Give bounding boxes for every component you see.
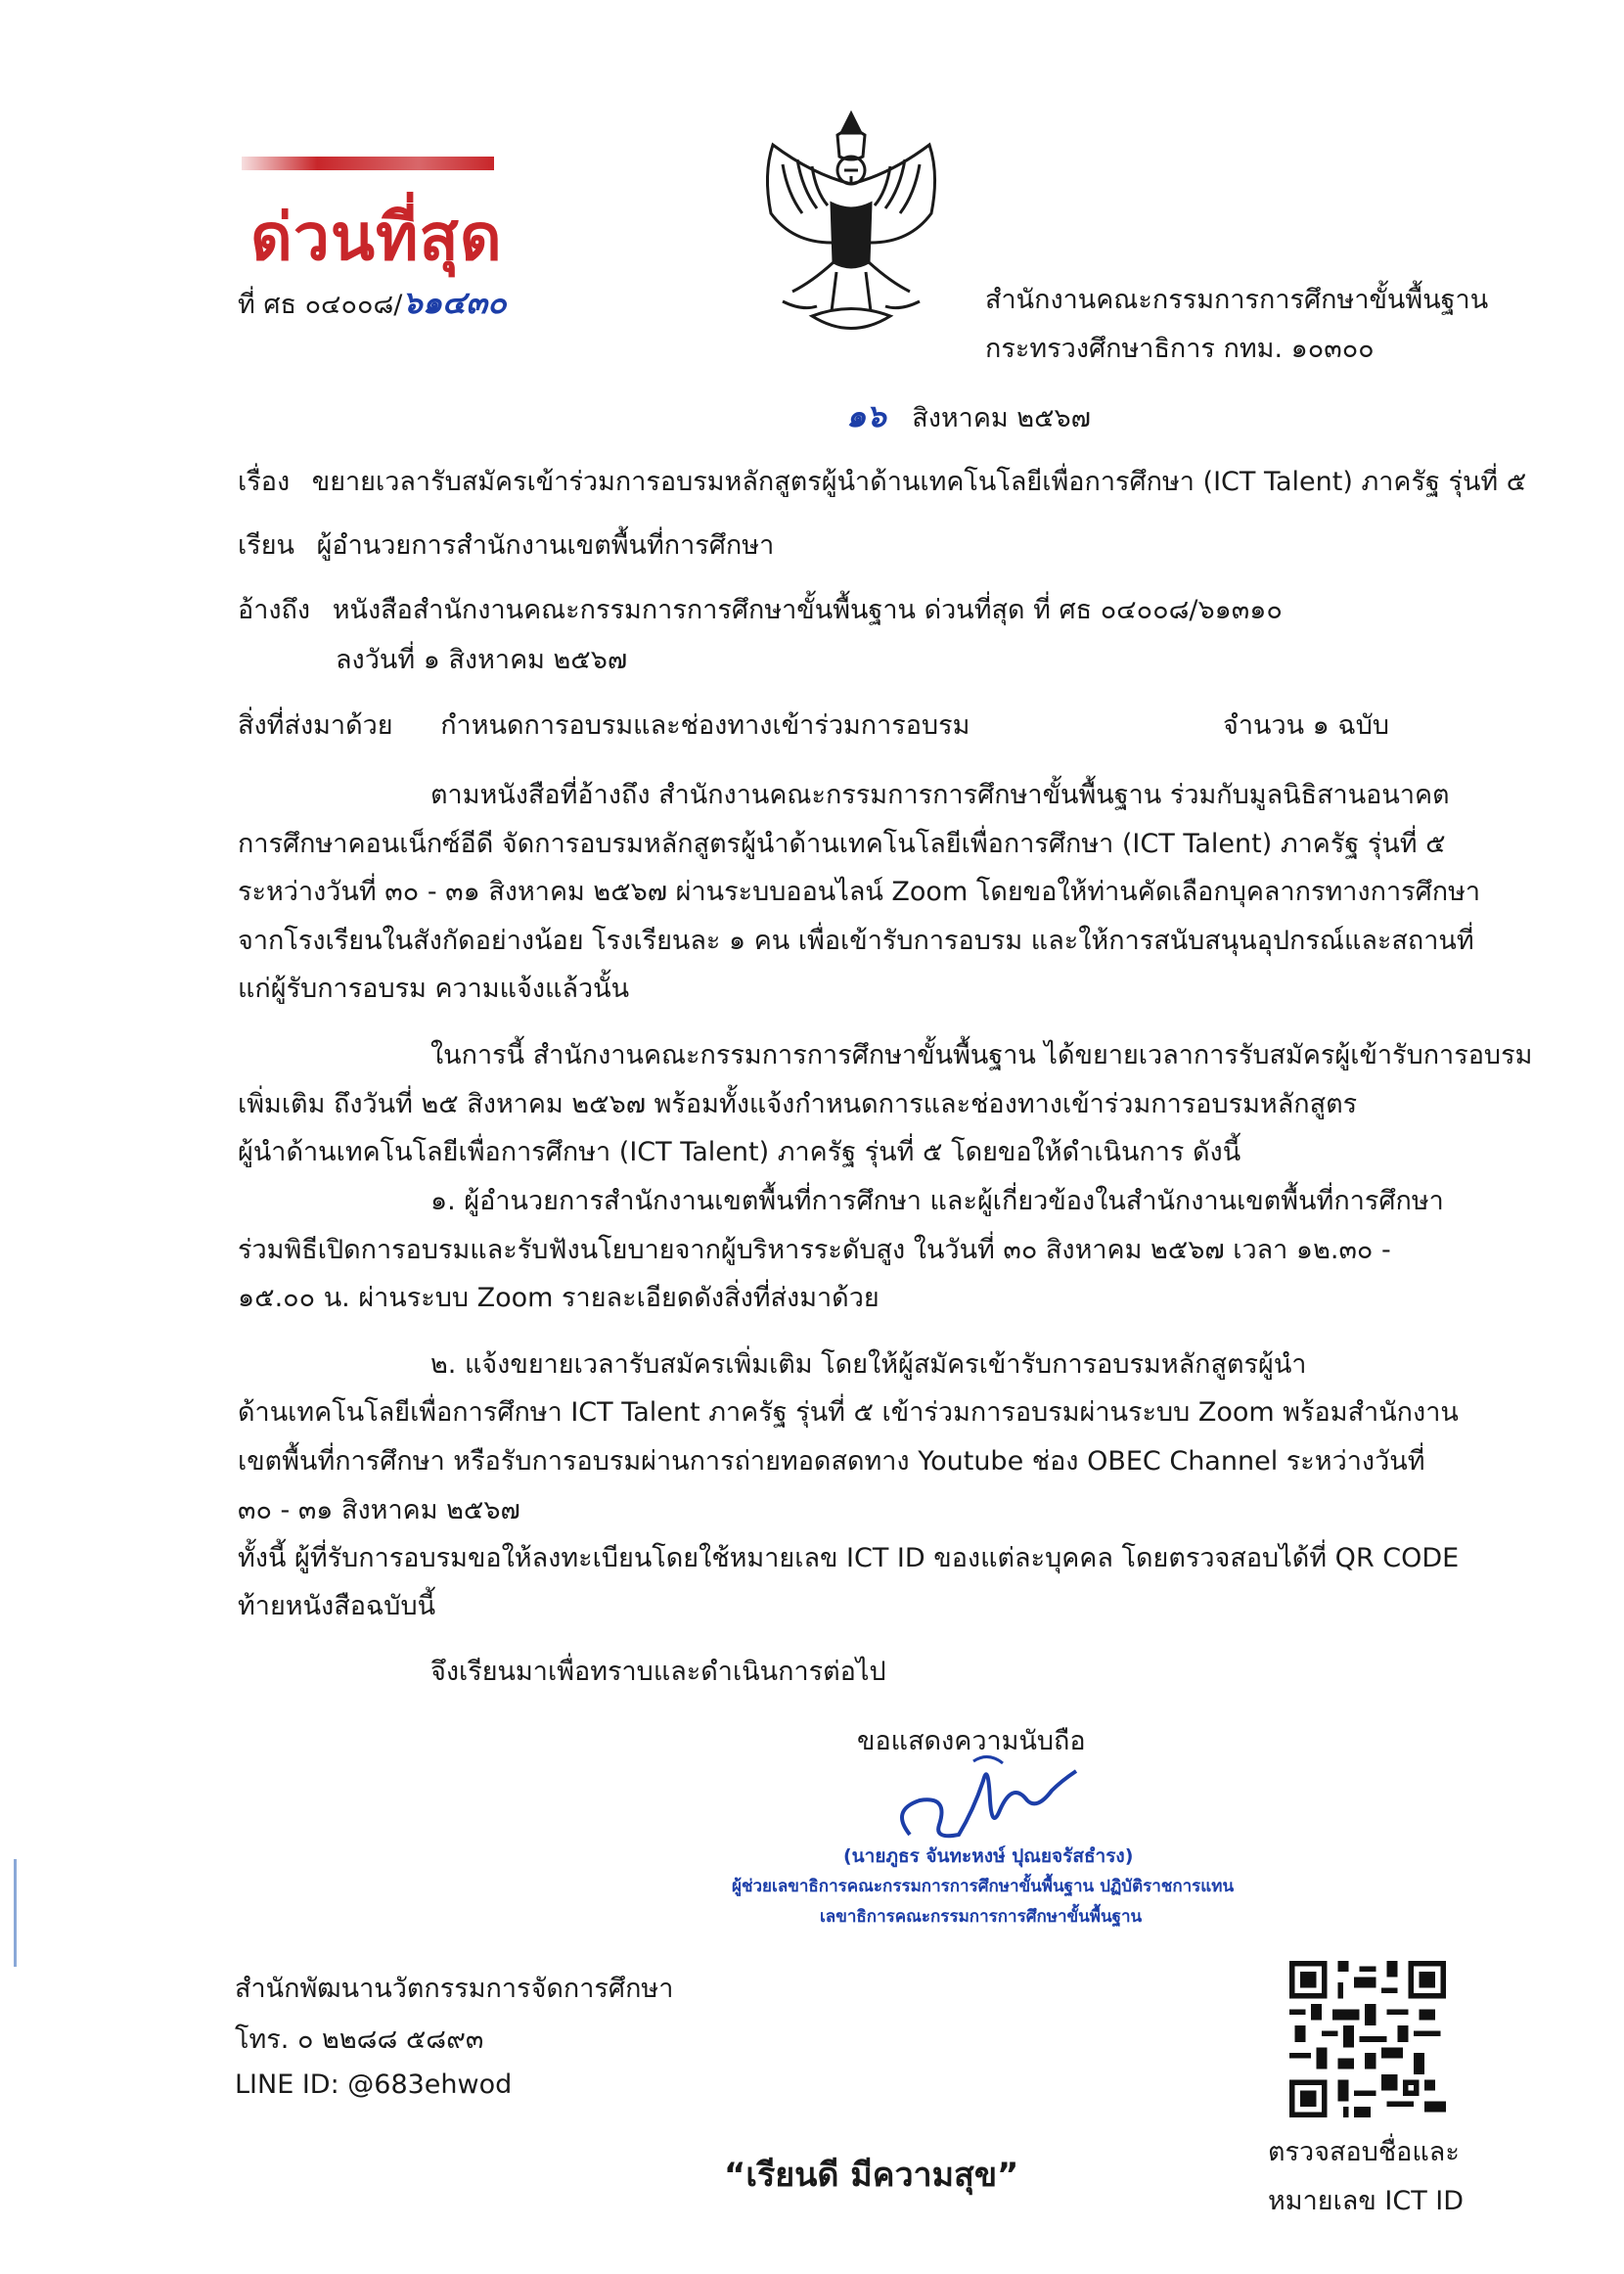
item-2-line-3: เขตพื้นที่การศึกษา หรือรับการอบรมผ่านการถ่ายทอดสดทาง Youtube ช่อง OBEC Channel ระหว่างวันที่ xyxy=(238,1446,1425,1477)
signer-title-2: เลขาธิการคณะกรรมการการศึกษาขั้นพื้นฐาน xyxy=(820,1907,1143,1927)
subject-text: ขยายเวลารับสมัครเข้าร่วมการอบรมหลักสูตรผู้นำด้านเทคโนโลยีเพื่อการศึกษา (ICT Talent) ภาครัฐ รุ่นที่ ๕ xyxy=(311,467,1527,497)
issuing-organization: สำนักงานคณะกรรมการการศึกษาขั้นพื้นฐาน xyxy=(985,285,1489,315)
enclosure-label: สิ่งที่ส่งมาด้วย xyxy=(238,710,393,741)
signer-name: (นายภูธร จันทะหงษ์ ปุณยจรัสธำรง) xyxy=(843,1845,1134,1867)
motto: “เรียนดี มีความสุข” xyxy=(724,2156,1019,2195)
footer-office: สำนักพัฒนานวัตกรรมการจัดการศึกษา xyxy=(235,1974,674,2004)
item-2-line-1: ๒. แจ้งขยายเวลารับสมัครเพิ่มเติม โดยให้ผู้สมัครเข้ารับการอบรมหลักสูตรผู้นำ xyxy=(430,1349,1307,1380)
garuda-emblem-icon xyxy=(744,106,959,345)
item-1-line-2: ร่วมพิธีเปิดการอบรมและรับฟังนโยบายจากผู้บริหารระดับสูง ในวันที่ ๓๐ สิงหาคม ๒๕๖๗ เวลา ๑๒.๓๐ - xyxy=(238,1235,1391,1265)
recipient-label: เรียน xyxy=(238,530,295,561)
enclosure-text: กำหนดการอบรมและช่องทางเข้าร่วมการอบรม xyxy=(440,710,970,741)
paragraph-1-line-3: ระหว่างวันที่ ๓๐ - ๓๑ สิงหาคม ๒๕๖๗ ผ่านระบบออนไลน์ Zoom โดยขอให้ท่านคัดเลือกบุคลากรทางการศึกษา xyxy=(238,877,1481,907)
salutation: ขอแสดงความนับถือ xyxy=(857,1726,1086,1756)
enclosure-count: จำนวน ๑ ฉบับ xyxy=(1223,710,1390,741)
subject-line xyxy=(238,460,1526,502)
date-day-handwritten: ๑๖ xyxy=(846,397,886,434)
qr-caption-line-1: ตรวจสอบชื่อและ xyxy=(1268,2137,1460,2167)
footer-line-id: LINE ID: @683ehwod xyxy=(235,2069,513,2100)
qr-caption-line-2: หมายเลข ICT ID xyxy=(1268,2186,1465,2216)
organization-address: กระทรวงศึกษาธิการ กทม. ๑๐๓๐๐ xyxy=(985,334,1375,364)
paragraph-1-line-5: แก่ผู้รับการอบรม ความแจ้งแล้วนั้น xyxy=(238,974,630,1004)
note-line-1: ทั้งนี้ ผู้ที่รับการอบรมขอให้ลงทะเบียนโดยใช้หมายเลข ICT ID ของแต่ละบุคคล โดยตรวจสอบได้ที่ QR CODE xyxy=(238,1543,1460,1573)
reference-date: ลงวันที่ ๑ สิงหาคม ๒๕๖๗ xyxy=(336,645,628,675)
recipient-text: ผู้อำนวยการสำนักงานเขตพื้นที่การศึกษา xyxy=(316,530,775,561)
paragraph-2-line-1: ในการนี้ สำนักงานคณะกรรมการการศึกษาขั้นพื้นฐาน ได้ขยายเวลาการรับสมัครผู้เข้ารับการอบรม xyxy=(430,1040,1533,1070)
paragraph-2-line-2: เพิ่มเติม ถึงวันที่ ๒๕ สิงหาคม ๒๕๖๗ พร้อมทั้งแจ้งกำหนดการและช่องทางเข้าร่วมการอบรมหลักสูตร xyxy=(238,1089,1358,1119)
item-2-line-2: ด้านเทคโนโลยีเพื่อการศึกษา ICT Talent ภาครัฐ รุ่นที่ ๕ เข้าร่วมการอบรมผ่านระบบ Zoom พร้อมสำนักงาน xyxy=(238,1397,1459,1428)
document-number-handwritten: ๖๑๔๓๐ xyxy=(402,284,507,321)
reference-text: หนังสือสำนักงานคณะกรรมการการศึกษาขั้นพื้นฐาน ด่วนที่สุด ที่ ศธ ๐๔๐๐๘/๖๑๓๑๐ xyxy=(332,595,1283,625)
document-number-prefix: ที่ ศธ ๐๔๐๐๘/ xyxy=(238,290,403,320)
urgent-stamp-bar xyxy=(242,157,494,170)
closing-line: จึงเรียนมาเพื่อทราบและดำเนินการต่อไป xyxy=(430,1657,886,1687)
footer-phone: โทร. ๐ ๒๒๘๘ ๕๘๙๓ xyxy=(235,2024,484,2055)
date-month-year: สิงหาคม ๒๕๖๗ xyxy=(912,403,1091,433)
reference-line xyxy=(238,588,1283,630)
urgency-label: ด่วนที่สุด xyxy=(250,200,503,275)
document-number xyxy=(238,278,507,328)
qr-code-icon[interactable] xyxy=(1289,1961,1446,2117)
note-line-2: ท้ายหนังสือฉบับนี้ xyxy=(238,1591,436,1621)
subject-label: เรื่อง xyxy=(238,467,291,497)
signer-title-1: ผู้ช่วยเลขาธิการคณะกรรมการการศึกษาขั้นพื้นฐาน ปฏิบัติราชการแทน xyxy=(732,1877,1235,1896)
item-2-line-4: ๓๐ - ๓๑ สิงหาคม ๒๕๖๗ xyxy=(238,1495,520,1525)
item-1-line-3: ๑๕.๐๐ น. ผ่านระบบ Zoom รายละเอียดดังสิ่งที่ส่งมาด้วย xyxy=(238,1283,880,1313)
recipient-line xyxy=(238,523,774,566)
enclosure-line xyxy=(238,704,970,746)
paragraph-2-line-3: ผู้นำด้านเทคโนโลยีเพื่อการศึกษา (ICT Talent) ภาครัฐ รุ่นที่ ๕ โดยขอให้ดำเนินการ ดังนี้ xyxy=(238,1137,1241,1167)
reference-label: อ้างถึง xyxy=(238,595,311,625)
paragraph-1-line-4: จากโรงเรียนในสังกัดอย่างน้อย โรงเรียนละ ๑ คน เพื่อเข้ารับการอบรม และให้การสนับสนุนอุปกรณ์และสถานที่ xyxy=(238,926,1474,956)
margin-mark xyxy=(14,1859,17,1967)
paragraph-1-line-2: การศึกษาคอนเน็กซ์อีดี จัดการอบรมหลักสูตรผู้นำด้านเทคโนโลยีเพื่อการศึกษา (ICT Talent) ภาครัฐ รุ่นที่ ๕ xyxy=(238,829,1446,859)
item-1-line-1: ๑. ผู้อำนวยการสำนักงานเขตพื้นที่การศึกษา และผู้เกี่ยวข้องในสำนักงานเขตพื้นที่การศึกษา xyxy=(430,1186,1444,1216)
document-date xyxy=(846,391,1091,441)
paragraph-1-line-1: ตามหนังสือที่อ้างถึง สำนักงานคณะกรรมการการศึกษาขั้นพื้นฐาน ร่วมกับมูลนิธิสานอนาคต xyxy=(430,780,1450,810)
